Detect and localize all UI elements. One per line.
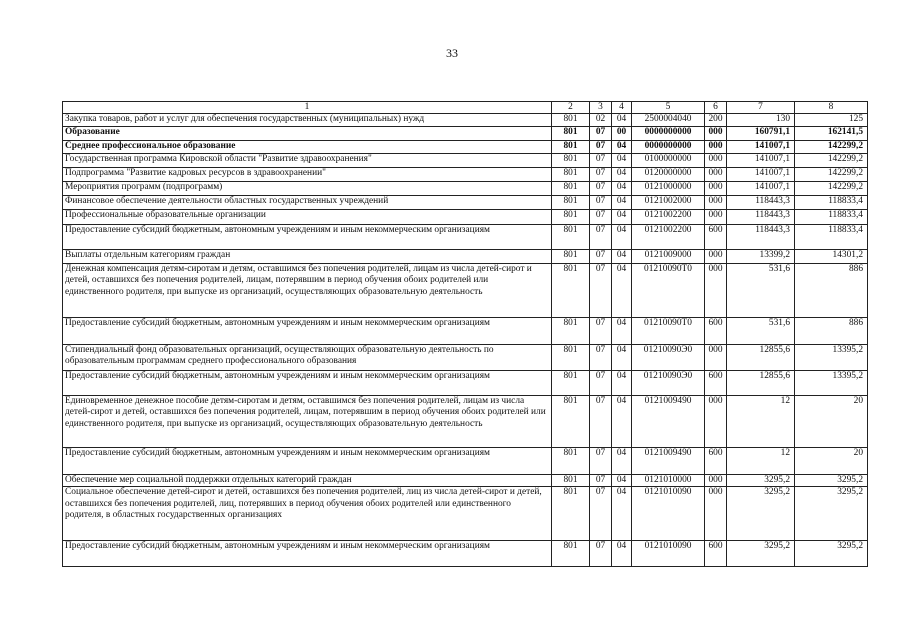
row-cell-c2: 801 — [552, 474, 590, 486]
row-cell-c6: 600 — [705, 370, 727, 395]
row-cell-c7: 3295,2 — [727, 487, 795, 541]
row-cell-c5: 01210090Т0 — [632, 317, 705, 344]
row-cell-c4: 04 — [612, 153, 632, 167]
row-cell-c8: 142299,2 — [795, 153, 868, 167]
row-cell-c6: 000 — [705, 474, 727, 486]
row-cell-c4: 04 — [612, 140, 632, 153]
row-cell-c5: 01210090Э0 — [632, 344, 705, 370]
row-cell-c2: 801 — [552, 344, 590, 370]
row-cell-c3: 07 — [590, 541, 612, 567]
row-cell-c5: 0000000000 — [632, 126, 705, 140]
table-row — [63, 181, 868, 195]
row-cell-c6: 000 — [705, 263, 727, 317]
row-cell-c8: 20 — [795, 395, 868, 447]
row-cell-c2: 801 — [552, 209, 590, 224]
row-cell-c8: 886 — [795, 317, 868, 344]
row-cell-c8: 118833,4 — [795, 195, 868, 209]
row-cell-c7: 141007,1 — [727, 153, 795, 167]
row-name-cell: Социальное обеспечение детей-сирот и детей, оставшихся без попечения родителей, лиц из числа детей-сирот и детей, оставшихся без попечения родителей, лиц, потерявших в период обучения обоих родителей или единственного родителя, в областных государственных организациях — [63, 487, 552, 541]
row-cell-c2: 801 — [552, 224, 590, 249]
row-cell-c8: 142299,2 — [795, 140, 868, 153]
row-cell-c2: 801 — [552, 153, 590, 167]
row-cell-c4: 04 — [612, 344, 632, 370]
row-cell-c3: 07 — [590, 224, 612, 249]
row-cell-c5: 0121009490 — [632, 395, 705, 447]
row-cell-c8: 125 — [795, 114, 868, 126]
row-name-cell: Профессиональные образовательные организации — [63, 209, 552, 224]
row-cell-c3: 07 — [590, 153, 612, 167]
row-name-cell: Предоставление субсидий бюджетным, автономным учреждениям и иным некоммерческим организациям — [63, 447, 552, 474]
table-row — [63, 344, 868, 370]
table-header-row — [63, 102, 868, 114]
row-cell-c4: 00 — [612, 126, 632, 140]
row-cell-c3: 07 — [590, 344, 612, 370]
row-cell-c2: 801 — [552, 263, 590, 317]
row-cell-c8: 3295,2 — [795, 487, 868, 541]
row-cell-c2: 801 — [552, 487, 590, 541]
row-cell-c7: 3295,2 — [727, 541, 795, 567]
row-cell-c3: 02 — [590, 114, 612, 126]
row-cell-c6: 000 — [705, 249, 727, 263]
row-name-cell: Выплаты отдельным категориям граждан — [63, 249, 552, 263]
row-cell-c4: 04 — [612, 114, 632, 126]
row-cell-c5: 0121002000 — [632, 195, 705, 209]
row-cell-c4: 04 — [612, 447, 632, 474]
row-cell-c5: 0121010000 — [632, 474, 705, 486]
row-name-cell: Предоставление субсидий бюджетным, автономным учреждениям и иным некоммерческим организациям — [63, 541, 552, 567]
table-row — [63, 370, 868, 395]
table-row — [63, 317, 868, 344]
row-cell-c3: 07 — [590, 370, 612, 395]
row-cell-c7: 118443,3 — [727, 209, 795, 224]
row-cell-c5: 0121010090 — [632, 541, 705, 567]
row-cell-c7: 12855,6 — [727, 344, 795, 370]
row-cell-c6: 000 — [705, 181, 727, 195]
table-row — [63, 153, 868, 167]
row-cell-c3: 07 — [590, 209, 612, 224]
row-cell-c2: 801 — [552, 140, 590, 153]
header-cell: 2 — [552, 102, 590, 114]
row-name-cell: Закупка товаров, работ и услуг для обеспечения государственных (муниципальных) нужд — [63, 114, 552, 126]
row-cell-c8: 13395,2 — [795, 370, 868, 395]
row-cell-c6: 000 — [705, 153, 727, 167]
row-cell-c8: 142299,2 — [795, 167, 868, 181]
row-cell-c4: 04 — [612, 317, 632, 344]
table-row — [63, 195, 868, 209]
row-cell-c6: 600 — [705, 317, 727, 344]
row-cell-c6: 600 — [705, 224, 727, 249]
row-cell-c2: 801 — [552, 249, 590, 263]
table-row — [63, 126, 868, 140]
row-name-cell: Предоставление субсидий бюджетным, автономным учреждениям и иным некоммерческим организациям — [63, 317, 552, 344]
header-cell: 1 — [63, 102, 552, 114]
row-cell-c6: 000 — [705, 195, 727, 209]
row-cell-c8: 142299,2 — [795, 181, 868, 195]
row-cell-c2: 801 — [552, 447, 590, 474]
row-name-cell: Предоставление субсидий бюджетным, автономным учреждениям и иным некоммерческим организациям — [63, 224, 552, 249]
row-cell-c7: 130 — [727, 114, 795, 126]
row-cell-c4: 04 — [612, 167, 632, 181]
row-cell-c4: 04 — [612, 474, 632, 486]
row-cell-c2: 801 — [552, 370, 590, 395]
row-cell-c7: 118443,3 — [727, 224, 795, 249]
table-row — [63, 487, 868, 541]
row-cell-c2: 801 — [552, 195, 590, 209]
row-cell-c3: 07 — [590, 195, 612, 209]
row-cell-c3: 07 — [590, 447, 612, 474]
row-cell-c3: 07 — [590, 249, 612, 263]
row-cell-c6: 000 — [705, 487, 727, 541]
row-cell-c3: 07 — [590, 181, 612, 195]
row-cell-c4: 04 — [612, 181, 632, 195]
header-cell: 6 — [705, 102, 727, 114]
row-cell-c4: 04 — [612, 395, 632, 447]
row-cell-c6: 000 — [705, 344, 727, 370]
row-cell-c2: 801 — [552, 317, 590, 344]
row-name-cell: Мероприятия программ (подпрограмм) — [63, 181, 552, 195]
row-cell-c3: 07 — [590, 126, 612, 140]
row-cell-c3: 07 — [590, 317, 612, 344]
row-cell-c2: 801 — [552, 541, 590, 567]
row-cell-c4: 04 — [612, 487, 632, 541]
row-cell-c6: 000 — [705, 209, 727, 224]
row-cell-c7: 118443,3 — [727, 195, 795, 209]
table-row — [63, 541, 868, 567]
table-row — [63, 209, 868, 224]
row-cell-c8: 13395,2 — [795, 344, 868, 370]
row-cell-c5: 01210090Э0 — [632, 370, 705, 395]
row-cell-c6: 200 — [705, 114, 727, 126]
row-cell-c4: 04 — [612, 224, 632, 249]
row-cell-c2: 801 — [552, 395, 590, 447]
row-cell-c8: 20 — [795, 447, 868, 474]
row-cell-c3: 07 — [590, 395, 612, 447]
row-cell-c6: 600 — [705, 447, 727, 474]
row-cell-c5: 01210090Т0 — [632, 263, 705, 317]
row-cell-c6: 000 — [705, 167, 727, 181]
row-cell-c7: 12855,6 — [727, 370, 795, 395]
row-cell-c3: 07 — [590, 140, 612, 153]
row-cell-c5: 0121000000 — [632, 181, 705, 195]
row-name-cell: Обеспечение мер социальной поддержки отдельных категорий граждан — [63, 474, 552, 486]
budget-table — [62, 101, 868, 567]
row-cell-c8: 118833,4 — [795, 209, 868, 224]
row-cell-c4: 04 — [612, 263, 632, 317]
row-cell-c8: 886 — [795, 263, 868, 317]
row-cell-c6: 000 — [705, 126, 727, 140]
row-cell-c7: 12 — [727, 395, 795, 447]
header-cell: 8 — [795, 102, 868, 114]
row-cell-c2: 801 — [552, 181, 590, 195]
row-cell-c7: 141007,1 — [727, 167, 795, 181]
row-cell-c3: 07 — [590, 263, 612, 317]
row-cell-c6: 000 — [705, 395, 727, 447]
row-cell-c7: 12 — [727, 447, 795, 474]
row-cell-c4: 04 — [612, 249, 632, 263]
row-name-cell: Подпрограмма "Развитие кадровых ресурсов в здравоохранении" — [63, 167, 552, 181]
row-cell-c4: 04 — [612, 370, 632, 395]
header-cell: 4 — [612, 102, 632, 114]
row-cell-c7: 3295,2 — [727, 474, 795, 486]
row-cell-c8: 3295,2 — [795, 474, 868, 486]
page-number: 33 — [446, 46, 458, 60]
row-cell-c3: 07 — [590, 487, 612, 541]
row-cell-c8: 162141,5 — [795, 126, 868, 140]
row-name-cell: Финансовое обеспечение деятельности областных государственных учреждений — [63, 195, 552, 209]
row-cell-c6: 600 — [705, 541, 727, 567]
row-cell-c8: 3295,2 — [795, 541, 868, 567]
table-row — [63, 167, 868, 181]
row-cell-c5: 0121010090 — [632, 487, 705, 541]
row-cell-c5: 0000000000 — [632, 140, 705, 153]
table-row — [63, 249, 868, 263]
header-cell: 3 — [590, 102, 612, 114]
table-row — [63, 474, 868, 486]
table-row — [63, 114, 868, 126]
row-cell-c7: 531,6 — [727, 317, 795, 344]
row-cell-c5: 0121002200 — [632, 224, 705, 249]
row-name-cell: Денежная компенсация детям-сиротам и детям, оставшимся без попечения родителей, лицам из числа детей-сирот и детей, оставшихся без попечения родителей, лицам, потерявшим в период обучения обоих родителей или единственного родителя, при выпуске из организаций, осуществляющих образовательную деятельность — [63, 263, 552, 317]
row-name-cell: Среднее профессиональное образование — [63, 140, 552, 153]
row-cell-c2: 801 — [552, 167, 590, 181]
row-cell-c8: 118833,4 — [795, 224, 868, 249]
row-cell-c5: 0100000000 — [632, 153, 705, 167]
row-cell-c5: 2500004040 — [632, 114, 705, 126]
table-row — [63, 224, 868, 249]
row-cell-c5: 0121009000 — [632, 249, 705, 263]
row-name-cell: Государственная программа Кировской области "Развитие здравоохранения" — [63, 153, 552, 167]
row-cell-c4: 04 — [612, 195, 632, 209]
table-row — [63, 395, 868, 447]
header-cell: 5 — [632, 102, 705, 114]
row-name-cell: Образование — [63, 126, 552, 140]
row-name-cell: Предоставление субсидий бюджетным, автономным учреждениям и иным некоммерческим организациям — [63, 370, 552, 395]
row-cell-c5: 0121002200 — [632, 209, 705, 224]
row-cell-c5: 0121009490 — [632, 447, 705, 474]
row-cell-c7: 160791,1 — [727, 126, 795, 140]
table-row — [63, 140, 868, 153]
row-cell-c8: 14301,2 — [795, 249, 868, 263]
row-cell-c4: 04 — [612, 209, 632, 224]
row-name-cell: Единовременное денежное пособие детям-сиротам и детям, оставшимся без попечения родителей, лицам из числа детей-сирот и детей, оставшихся без попечения родителей, лицам, потерявшим в период обучения обоих родителей или единственного родителя, при выпуске из организаций, осуществляющих образовательную деятельность — [63, 395, 552, 447]
header-cell: 7 — [727, 102, 795, 114]
table-row — [63, 447, 868, 474]
row-cell-c6: 000 — [705, 140, 727, 153]
row-cell-c7: 141007,1 — [727, 181, 795, 195]
row-cell-c3: 07 — [590, 167, 612, 181]
row-cell-c7: 141007,1 — [727, 140, 795, 153]
row-cell-c7: 531,6 — [727, 263, 795, 317]
row-cell-c5: 0120000000 — [632, 167, 705, 181]
row-cell-c4: 04 — [612, 541, 632, 567]
table-row — [63, 263, 868, 317]
row-cell-c2: 801 — [552, 114, 590, 126]
row-name-cell: Стипендиальный фонд образовательных организаций, осуществляющих образовательную деятельность по образовательным программам среднего профессионального образования — [63, 344, 552, 370]
row-cell-c3: 07 — [590, 474, 612, 486]
row-cell-c2: 801 — [552, 126, 590, 140]
row-cell-c7: 13399,2 — [727, 249, 795, 263]
